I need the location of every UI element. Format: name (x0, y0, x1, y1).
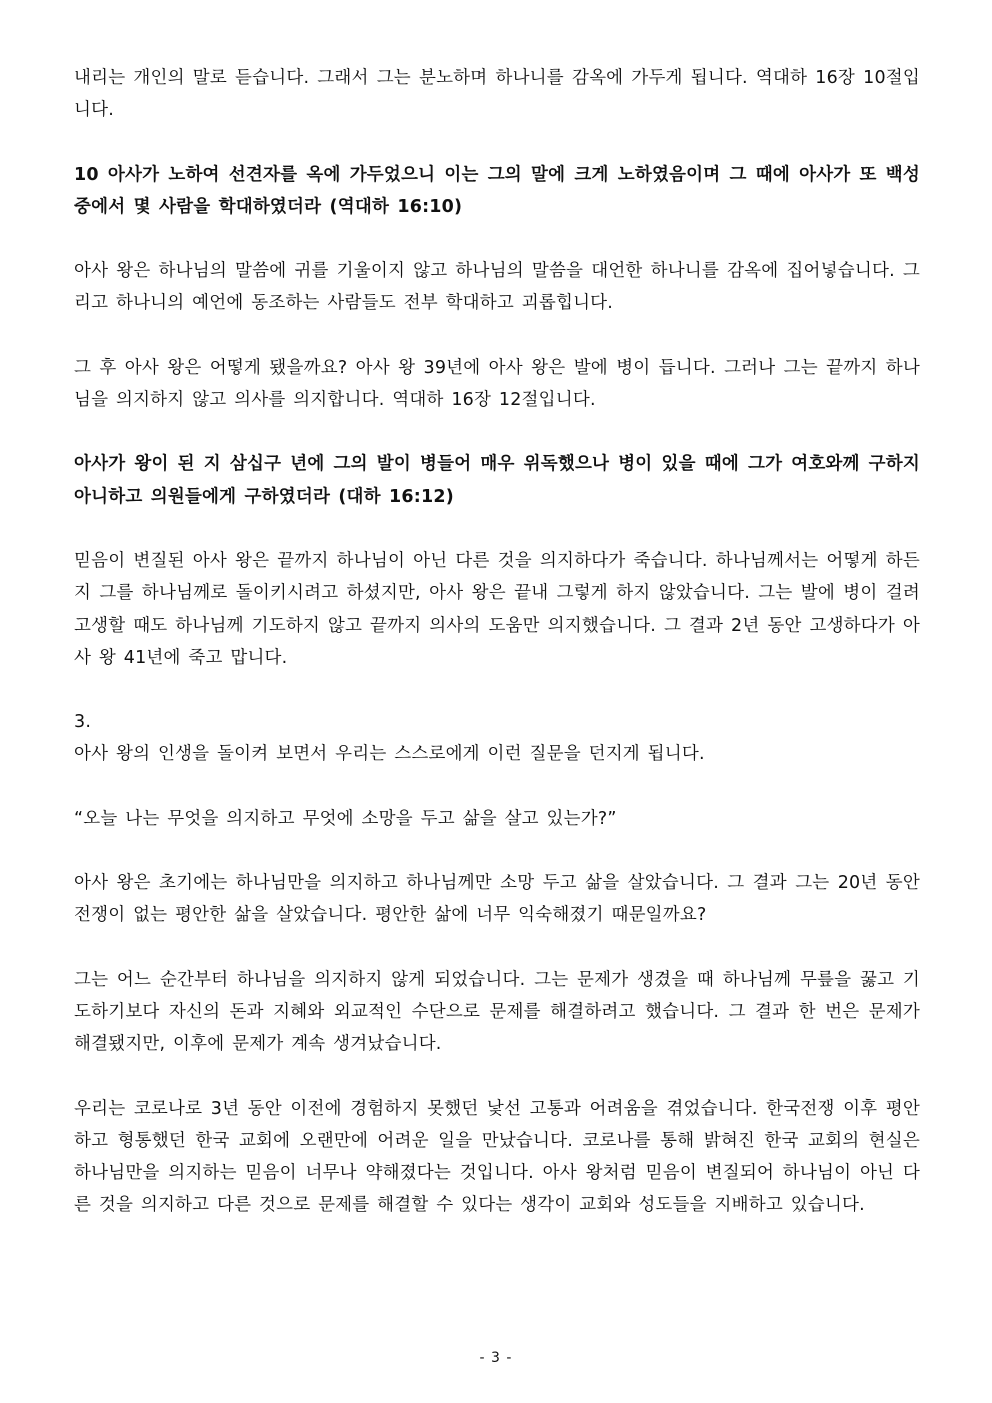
section-number: 3. (74, 712, 92, 733)
scripture-quote-16-10: 10 아사가 노하여 선견자를 옥에 가두었으니 이는 그의 말에 크게 노하였음이며 그 때에 아사가 또 백성 중에서 몇 사람을 학대하였더라 (역대하 16:10) (74, 164, 920, 217)
paragraph-corona: 우리는 코로나로 3년 동안 이전에 경험하지 못했던 낯선 고통과 어려움을 겪었습니다. 한국전쟁 이후 평안하고 형통했던 한국 교회에 오랜만에 어려운 일을 만났습니다. 코로나를 통해 밝혀진 한국 교회의 현실은 하나님만을 의지하는 믿음이 너무나 약해졌다는 것입니다. 아사 왕처럼 믿음이 변질되어 하나님이 아닌 다른 것을 의지하고 다른 것으로 문제를 해결할 수 있다는 생각이 교회와 성도들을 지배하고 있습니다. (74, 1098, 920, 1216)
document-body (74, 62, 920, 1254)
paragraph-intro: 내리는 개인의 말로 듣습니다. 그래서 그는 분노하며 하나니를 감옥에 가두게 됩니다. 역대하 16장 10절입니다. (74, 68, 920, 121)
paragraph-question-intro: 아사 왕의 인생을 돌이켜 보면서 우리는 스스로에게 이런 질문을 던지게 됩니다. (74, 744, 705, 765)
paragraph-death: 믿음이 변질된 아사 왕은 끝까지 하나님이 아닌 다른 것을 의지하다가 죽습니다. 하나님께서는 어떻게 하든지 그를 하나님께로 돌이키시려고 하셨지만, 아사 왕은 끝내 그렇게 하지 않았습니다. 그는 발에 병이 걸려 고생할 때도 하나님께 기도하지 않고 끝까지 의사의 도움만 의지했습니다. 그 결과 2년 동안 고생하다가 아사 왕 41년에 죽고 맙니다. (74, 550, 920, 668)
paragraph-disease: 그 후 아사 왕은 어떻게 됐을까요? 아사 왕 39년에 아사 왕은 발에 병이 듭니다. 그러나 그는 끝까지 하나님을 의지하지 않고 의사를 의지합니다. 역대하 16장 12절입니다. (74, 357, 920, 411)
paragraph-question: “오늘 나는 무엇을 의지하고 무엇에 소망을 두고 삶을 살고 있는가?” (74, 808, 617, 829)
scripture-quote-16-12: 아사가 왕이 된 지 삼십구 년에 그의 발이 병들어 매우 위독했으나 병이 있을 때에 그가 여호와께 구하지 아니하고 의원들에게 구하였더라 (대하 16:12) (74, 454, 920, 507)
paragraph-prison: 아사 왕은 하나님의 말씀에 귀를 기울이지 않고 하나님의 말씀을 대언한 하나니를 감옥에 집어넣습니다. 그리고 하나니의 예언에 동조하는 사람들도 전부 학대하고 괴롭힙니다. (74, 261, 920, 314)
paragraph-early-reign: 아사 왕은 초기에는 하나님만을 의지하고 하나님께만 소망 두고 삶을 살았습니다. 그 결과 그는 20년 동안 전쟁이 없는 평안한 삶을 살았습니다. 평안한 삶에 너무 익숙해졌기 때문일까요? (74, 873, 920, 926)
page-number: - 3 - (479, 1350, 513, 1366)
paragraph-turning-away: 그는 어느 순간부터 하나님을 의지하지 않게 되었습니다. 그는 문제가 생겼을 때 하나님께 무릎을 꿇고 기도하기보다 자신의 돈과 지혜와 외교적인 수단으로 문제를 해결하려고 했습니다. 그 결과 한 번은 문제가 해결됐지만, 이후에 문제가 계속 생겨났습니다. (74, 969, 920, 1055)
